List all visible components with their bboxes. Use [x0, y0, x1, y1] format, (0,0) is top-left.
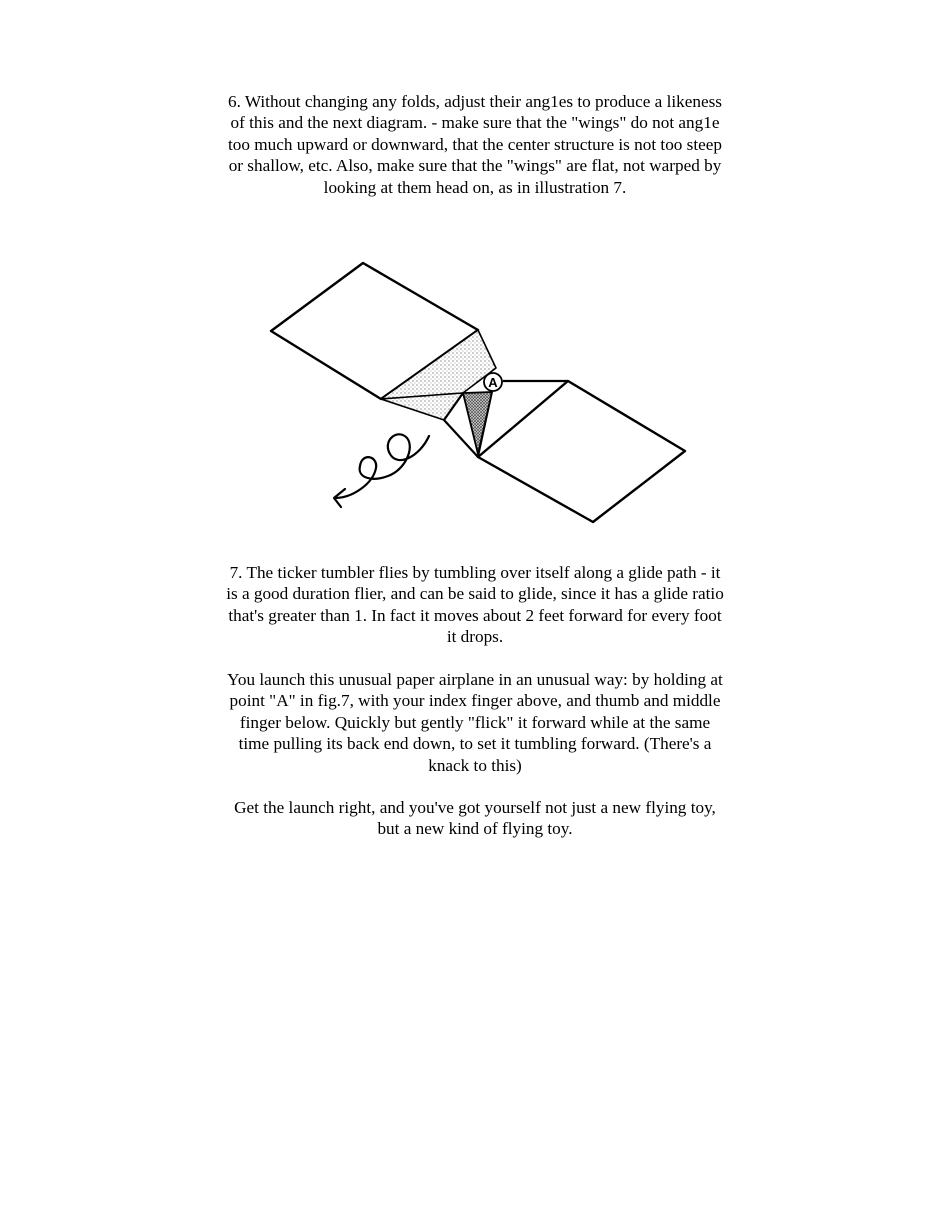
- ticker-tumbler-diagram: [255, 250, 700, 535]
- tumble-motion-arrow: [335, 434, 429, 498]
- launch-instructions: You launch this unusual paper airplane in an unusual way: by holding at point "A" in fig.7, with your index finger above, and thumb and middle finger below. Quickly but gently "flick" it forward while at the same time pulling its back end down, to set it tumbling forward. (There's a knack to this): [227, 670, 723, 775]
- step-7-description: 7. The ticker tumbler flies by tumbling over itself along a glide path - it is a good duration flier, and can be said to glide, since it has a glide ratio that's greater than 1. In fact it moves about 2 feet forward for every foot it drops.: [226, 563, 724, 647]
- closing-note: Get the launch right, and you've got yourself not just a new flying toy, but a new kind of flying toy.: [234, 798, 716, 839]
- point-a-label: A: [488, 375, 498, 390]
- step-6-instructions: 6. Without changing any folds, adjust their ang1es to produce a likeness of this and the next diagram. - make sure that the "wings" do not ang1e too much upward or downward, that the center structure is not too steep or shallow, etc. Also, make sure that the "wings" are flat, not warped by looking at them head on, as in illustration 7.: [227, 92, 722, 197]
- right-wing: [478, 381, 685, 522]
